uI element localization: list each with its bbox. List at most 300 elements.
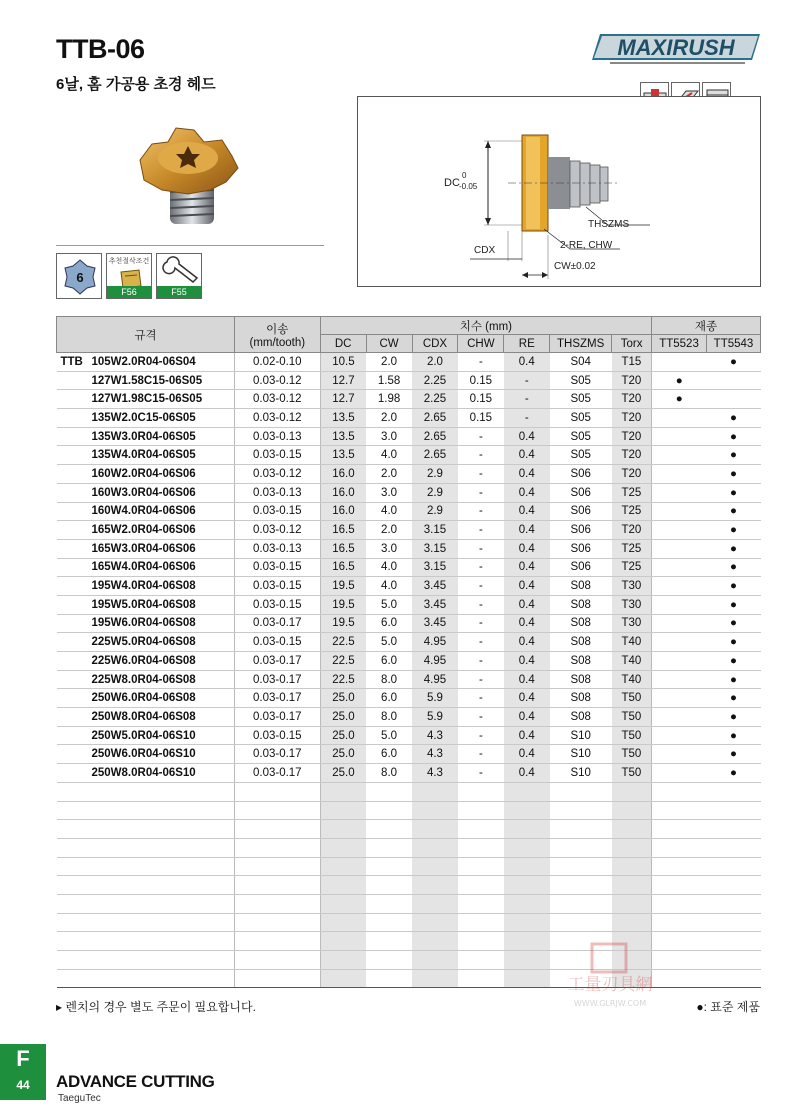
cell-chw: - [458, 726, 504, 745]
code-value: 127W1.98C15-06S05 [91, 393, 203, 406]
cell-empty [707, 913, 761, 932]
table-row [57, 427, 761, 446]
cell-empty [412, 876, 458, 895]
cell-dc: 13.5 [320, 409, 366, 428]
table-row [57, 708, 761, 727]
cell-empty [707, 838, 761, 857]
cell-g2: ● [707, 558, 761, 577]
cell-empty [458, 951, 504, 970]
cell-chw: 0.15 [458, 390, 504, 409]
cell-cdx: 2.25 [412, 390, 458, 409]
cell-code [57, 483, 235, 502]
cell-torx: T25 [612, 558, 652, 577]
cell-chw: - [458, 502, 504, 521]
watermark [540, 942, 680, 1012]
table-row [57, 764, 761, 783]
cell-g2: ● [707, 689, 761, 708]
cell-empty [612, 894, 652, 913]
cell-torx: T30 [612, 577, 652, 596]
code-value: 165W3.0R04-06S06 [91, 542, 196, 555]
cell-empty [57, 969, 235, 988]
cell-empty [57, 876, 235, 895]
cell-thszms: S05 [550, 409, 612, 428]
cell-cw: 6.0 [366, 745, 412, 764]
cell-feed: 0.03-0.12 [234, 409, 320, 428]
col-torx: Torx [612, 335, 652, 353]
cell-empty [320, 801, 366, 820]
cell-g1 [652, 614, 707, 633]
table-row-empty [57, 820, 761, 839]
cell-empty [458, 801, 504, 820]
cell-thszms: S06 [550, 558, 612, 577]
cell-chw: - [458, 614, 504, 633]
cell-thszms: S08 [550, 689, 612, 708]
col-cw: CW [366, 335, 412, 353]
table-row-empty [57, 913, 761, 932]
col-tt5543: TT5543 [707, 335, 761, 353]
cell-empty [57, 857, 235, 876]
cell-g1 [652, 521, 707, 540]
cell-cdx: 2.9 [412, 483, 458, 502]
cell-re: 0.4 [504, 726, 550, 745]
cell-re: 0.4 [504, 521, 550, 540]
table-row [57, 595, 761, 614]
cell-empty [458, 894, 504, 913]
cell-code [57, 446, 235, 465]
cell-code [57, 595, 235, 614]
cell-code [57, 427, 235, 446]
cell-feed: 0.03-0.12 [234, 371, 320, 390]
table-row [57, 652, 761, 671]
cell-code [57, 521, 235, 540]
cell-g1: ● [652, 371, 707, 390]
cell-empty [412, 857, 458, 876]
cell-cw: 3.0 [366, 427, 412, 446]
table-row-empty [57, 894, 761, 913]
cell-thszms: S04 [550, 353, 612, 372]
cell-feed: 0.03-0.15 [234, 577, 320, 596]
cell-cw: 5.0 [366, 595, 412, 614]
cell-g1 [652, 764, 707, 783]
brand-logo-text: MAXIRUSH [617, 35, 735, 60]
cell-cw: 6.0 [366, 652, 412, 671]
cell-empty [320, 969, 366, 988]
cell-empty [366, 951, 412, 970]
cell-empty [504, 782, 550, 801]
cell-torx: T50 [612, 764, 652, 783]
cell-g1 [652, 595, 707, 614]
cell-re: 0.4 [504, 652, 550, 671]
cell-empty [504, 801, 550, 820]
table-row [57, 558, 761, 577]
cell-g1 [652, 726, 707, 745]
table-row [57, 390, 761, 409]
dc-tolerance-upper: 0 [462, 171, 467, 180]
cell-code [57, 633, 235, 652]
cw-label: CW±0.02 [554, 261, 596, 272]
cell-empty [504, 894, 550, 913]
cell-dc: 22.5 [320, 670, 366, 689]
cell-empty [707, 820, 761, 839]
code-value: 250W5.0R04-06S10 [91, 729, 196, 742]
code-value: 165W4.0R04-06S06 [91, 561, 196, 574]
cell-cdx: 2.9 [412, 465, 458, 484]
cell-cw: 6.0 [366, 689, 412, 708]
cell-empty [366, 969, 412, 988]
cell-cw: 1.58 [366, 371, 412, 390]
cell-chw: - [458, 483, 504, 502]
cell-empty [550, 913, 612, 932]
cell-g1 [652, 652, 707, 671]
cell-empty [612, 782, 652, 801]
cell-empty [458, 782, 504, 801]
cell-empty [57, 820, 235, 839]
cell-empty [707, 782, 761, 801]
cell-chw: - [458, 577, 504, 596]
cell-code [57, 764, 235, 783]
cell-cw: 4.0 [366, 577, 412, 596]
cell-g2: ● [707, 595, 761, 614]
dimension-drawing [358, 97, 762, 288]
cell-empty [504, 838, 550, 857]
cell-empty [412, 838, 458, 857]
cell-re: 0.4 [504, 689, 550, 708]
cell-dc: 19.5 [320, 595, 366, 614]
cell-empty [320, 894, 366, 913]
cell-cw: 5.0 [366, 726, 412, 745]
cell-torx: T40 [612, 670, 652, 689]
cell-feed: 0.03-0.13 [234, 427, 320, 446]
cell-dc: 12.7 [320, 390, 366, 409]
cell-thszms: S06 [550, 465, 612, 484]
cell-torx: T20 [612, 371, 652, 390]
cell-cw: 4.0 [366, 502, 412, 521]
cell-empty [320, 838, 366, 857]
section-tab [0, 1044, 46, 1100]
cell-empty [234, 932, 320, 951]
col-feed-label: 이송 [266, 323, 289, 336]
cell-feed: 0.03-0.12 [234, 390, 320, 409]
cell-feed: 0.03-0.13 [234, 539, 320, 558]
thszms-label: THSZMS [588, 219, 630, 230]
cell-thszms: S05 [550, 371, 612, 390]
code-value: 225W8.0R04-06S08 [91, 673, 196, 686]
cell-empty [320, 820, 366, 839]
cell-cdx: 5.9 [412, 689, 458, 708]
cell-g1: ● [652, 390, 707, 409]
table-row [57, 539, 761, 558]
cell-feed: 0.03-0.15 [234, 726, 320, 745]
cell-cw: 3.0 [366, 483, 412, 502]
col-thszms: THSZMS [550, 335, 612, 353]
cell-feed: 0.03-0.15 [234, 595, 320, 614]
table-row [57, 726, 761, 745]
company-logo: ADVANCE CUTTING [56, 1072, 215, 1091]
page-subtitle: 6날, 홈 가공용 초경 헤드 [56, 76, 216, 93]
table-row [57, 465, 761, 484]
table-row [57, 446, 761, 465]
cell-thszms: S08 [550, 577, 612, 596]
cell-g1 [652, 502, 707, 521]
cell-cw: 8.0 [366, 764, 412, 783]
cell-empty [366, 876, 412, 895]
cell-dc: 25.0 [320, 689, 366, 708]
cell-cdx: 2.65 [412, 409, 458, 428]
cell-chw: - [458, 633, 504, 652]
col-grade: 재종 [652, 317, 761, 335]
col-feed [234, 317, 320, 353]
company-sub: TaeguTec [58, 1093, 101, 1104]
cell-empty [366, 782, 412, 801]
cell-cw: 4.0 [366, 446, 412, 465]
cell-empty [234, 913, 320, 932]
cell-cdx: 4.95 [412, 633, 458, 652]
cell-g2: ● [707, 465, 761, 484]
flute-count-icon [56, 253, 102, 299]
col-dc: DC [320, 335, 366, 353]
table-row [57, 353, 761, 372]
cell-re: 0.4 [504, 558, 550, 577]
code-value: 160W4.0R04-06S06 [91, 505, 196, 518]
table-header-row [57, 317, 761, 335]
cell-dc: 16.0 [320, 465, 366, 484]
cell-chw: - [458, 353, 504, 372]
cell-g2 [707, 371, 761, 390]
spec-table [56, 316, 761, 988]
cell-chw: - [458, 708, 504, 727]
cell-cw: 2.0 [366, 465, 412, 484]
cell-g1 [652, 670, 707, 689]
cell-cdx: 3.15 [412, 539, 458, 558]
cell-chw: - [458, 465, 504, 484]
code-value: 135W4.0R04-06S05 [91, 449, 196, 462]
cell-empty [320, 876, 366, 895]
cell-re: 0.4 [504, 465, 550, 484]
cell-re: - [504, 409, 550, 428]
cell-code [57, 390, 235, 409]
cell-thszms: S05 [550, 390, 612, 409]
cell-empty [652, 913, 707, 932]
cell-feed: 0.03-0.15 [234, 502, 320, 521]
cell-cw: 3.0 [366, 539, 412, 558]
cell-thszms: S10 [550, 745, 612, 764]
cell-thszms: S08 [550, 633, 612, 652]
cell-g1 [652, 353, 707, 372]
cell-feed: 0.03-0.15 [234, 446, 320, 465]
cell-feed: 0.03-0.15 [234, 558, 320, 577]
cell-empty [504, 820, 550, 839]
cell-cdx: 3.45 [412, 614, 458, 633]
cell-re: 0.4 [504, 353, 550, 372]
cell-thszms: S06 [550, 521, 612, 540]
cell-feed: 0.03-0.17 [234, 689, 320, 708]
cell-cdx: 2.0 [412, 353, 458, 372]
cell-empty [707, 932, 761, 951]
table-row [57, 614, 761, 633]
cell-chw: - [458, 427, 504, 446]
cell-cdx: 4.3 [412, 745, 458, 764]
cell-re: 0.4 [504, 539, 550, 558]
cell-g1 [652, 446, 707, 465]
cell-re: 0.4 [504, 764, 550, 783]
cell-g1 [652, 577, 707, 596]
cell-empty [612, 801, 652, 820]
cell-empty [707, 876, 761, 895]
cell-thszms: S08 [550, 595, 612, 614]
watermark-url: WWW.GLRJW.COM [573, 999, 647, 1008]
cell-torx: T20 [612, 521, 652, 540]
cell-dc: 25.0 [320, 726, 366, 745]
cell-code [57, 577, 235, 596]
cell-cdx: 3.45 [412, 595, 458, 614]
cell-chw: - [458, 539, 504, 558]
cell-empty [412, 894, 458, 913]
cell-code [57, 353, 235, 372]
cell-torx: T20 [612, 427, 652, 446]
cell-empty [550, 782, 612, 801]
cell-empty [57, 894, 235, 913]
cell-thszms: S08 [550, 670, 612, 689]
cell-empty [57, 951, 235, 970]
cutting-condition-icon[interactable] [106, 253, 152, 299]
cell-re: 0.4 [504, 614, 550, 633]
cell-feed: 0.03-0.17 [234, 614, 320, 633]
cell-g2: ● [707, 670, 761, 689]
cell-feed: 0.02-0.10 [234, 353, 320, 372]
cell-code [57, 558, 235, 577]
cell-re: 0.4 [504, 577, 550, 596]
cell-empty [57, 932, 235, 951]
cell-torx: T20 [612, 390, 652, 409]
cell-torx: T30 [612, 614, 652, 633]
cell-dc: 25.0 [320, 764, 366, 783]
cell-g1 [652, 483, 707, 502]
cell-cdx: 4.3 [412, 726, 458, 745]
cell-empty [366, 913, 412, 932]
cell-empty [234, 969, 320, 988]
cell-g2: ● [707, 726, 761, 745]
section-letter: F [16, 1046, 30, 1071]
cell-empty [612, 838, 652, 857]
cell-feed: 0.03-0.13 [234, 483, 320, 502]
cell-code [57, 502, 235, 521]
cell-feed: 0.03-0.12 [234, 465, 320, 484]
cutting-condition-label: 추천절삭조건 [108, 258, 150, 265]
page-title: TTB-06 [56, 34, 145, 64]
code-value: 105W2.0R04-06S04 [91, 355, 196, 368]
cell-cdx: 3.15 [412, 521, 458, 540]
wrench-page: F55 [157, 286, 201, 298]
cell-empty [652, 894, 707, 913]
flute-count: 6 [76, 270, 84, 285]
cell-empty [412, 782, 458, 801]
dc-tolerance-lower: -0.05 [459, 182, 478, 191]
cell-empty [458, 932, 504, 951]
cell-thszms: S08 [550, 614, 612, 633]
cell-code [57, 371, 235, 390]
cell-dc: 25.0 [320, 745, 366, 764]
cell-empty [652, 838, 707, 857]
code-value: 127W1.58C15-06S05 [91, 374, 203, 387]
six-flute-icon [57, 254, 103, 300]
cell-empty [504, 913, 550, 932]
cell-empty [412, 951, 458, 970]
cell-torx: T50 [612, 689, 652, 708]
cell-thszms: S06 [550, 483, 612, 502]
wrench-icon-box[interactable] [156, 253, 202, 299]
cell-cw: 5.0 [366, 633, 412, 652]
cell-empty [504, 857, 550, 876]
cell-thszms: S05 [550, 446, 612, 465]
cell-g1 [652, 465, 707, 484]
code-value: 195W6.0R04-06S08 [91, 617, 196, 630]
cell-chw: - [458, 652, 504, 671]
cdx-label: CDX [474, 245, 496, 256]
cell-empty [550, 838, 612, 857]
cell-cdx: 2.9 [412, 502, 458, 521]
cell-empty [458, 913, 504, 932]
cell-code [57, 652, 235, 671]
code-prefix: TTB [60, 355, 83, 368]
page-number: 44 [16, 1078, 30, 1092]
cell-g1 [652, 689, 707, 708]
cell-g1 [652, 745, 707, 764]
cell-torx: T15 [612, 353, 652, 372]
cell-feed: 0.03-0.17 [234, 708, 320, 727]
cell-re: 0.4 [504, 670, 550, 689]
cell-dc: 22.5 [320, 633, 366, 652]
cell-empty [366, 894, 412, 913]
cell-chw: - [458, 446, 504, 465]
wrench-icon [157, 254, 203, 288]
table-row-empty [57, 857, 761, 876]
cell-chw: 0.15 [458, 409, 504, 428]
cell-re: 0.4 [504, 446, 550, 465]
cell-empty [412, 820, 458, 839]
table-row [57, 633, 761, 652]
code-value: 250W8.0R04-06S08 [91, 710, 196, 723]
cell-empty [550, 894, 612, 913]
cell-thszms: S05 [550, 427, 612, 446]
cell-dc: 16.0 [320, 502, 366, 521]
cell-cw: 2.0 [366, 521, 412, 540]
cell-empty [234, 838, 320, 857]
code-value: 195W5.0R04-06S08 [91, 598, 196, 611]
cell-thszms: S08 [550, 708, 612, 727]
cell-g1 [652, 708, 707, 727]
cell-chw: - [458, 745, 504, 764]
col-re: RE [504, 335, 550, 353]
cell-re: 0.4 [504, 483, 550, 502]
cell-g2: ● [707, 652, 761, 671]
table-row [57, 521, 761, 540]
cell-empty [366, 820, 412, 839]
product-image [128, 120, 248, 232]
cell-cw: 2.0 [366, 353, 412, 372]
cell-dc: 16.5 [320, 539, 366, 558]
cell-re: 0.4 [504, 633, 550, 652]
cell-torx: T50 [612, 745, 652, 764]
cell-g2: ● [707, 353, 761, 372]
cell-chw: - [458, 521, 504, 540]
col-tt5523: TT5523 [652, 335, 707, 353]
cell-feed: 0.03-0.12 [234, 521, 320, 540]
brand-logo [590, 30, 765, 68]
cell-dc: 13.5 [320, 427, 366, 446]
cell-empty [458, 857, 504, 876]
cell-feed: 0.03-0.17 [234, 652, 320, 671]
cell-g1 [652, 539, 707, 558]
